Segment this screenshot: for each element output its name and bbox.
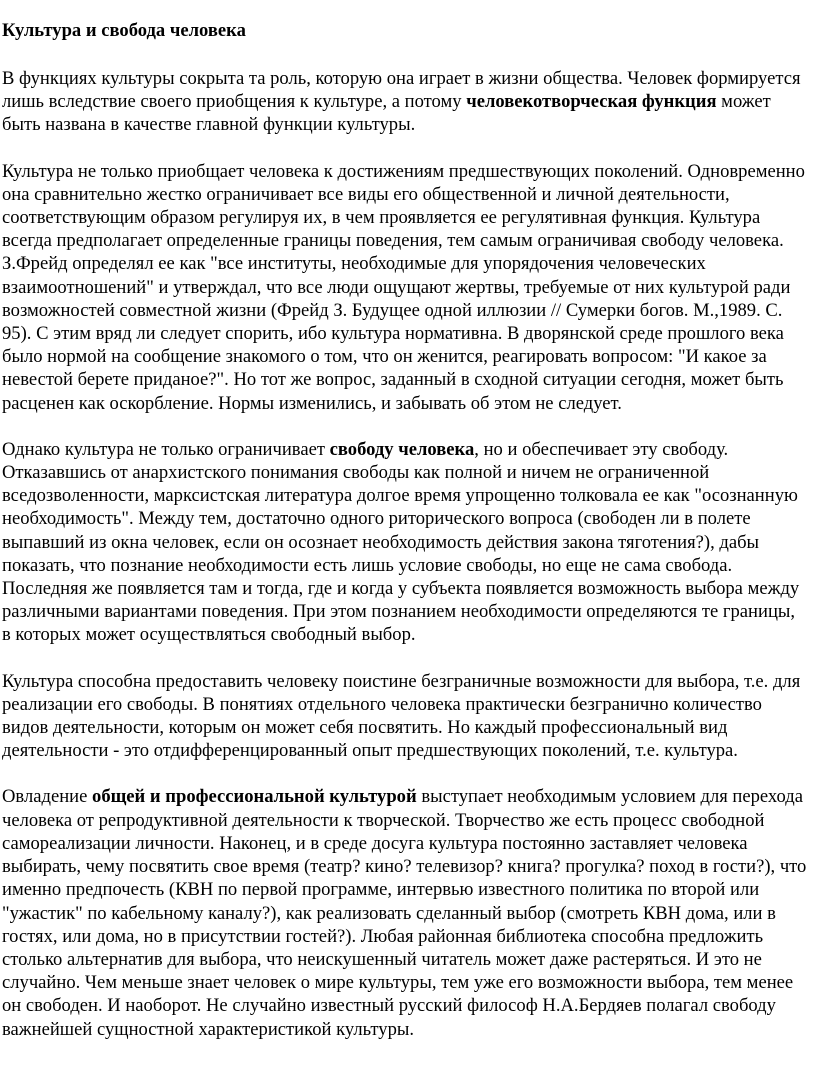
paragraph-1-text-c: может быть названа в качестве главной функции культуры.: [2, 91, 771, 136]
paragraph-1-text-a: В функциях культуры сокрыта та роль, которую она играет в жизни общества. Человек формируется лишь вследствие своего приобщения к культуре, а потому: [2, 68, 801, 113]
paragraph-4: Культура способна предоставить человеку поистине безграничные возможности для выбора, т.е. для реализации его свободы. В понятиях отдельного человека практически безгранично количество видов деятельности, которым он может себя посвятить. Но каждый профессиональный вид деятельности - это отдифференцированный опыт предшествующих поколений, т.е. культура.: [2, 670, 801, 762]
paragraph-3-text-a: Однако культура не только ограничивает: [2, 438, 330, 460]
paragraph-2: Культура не только приобщает человека к достижениям предшествующих поколений. Одновременно она сравнительно жестко ограничивает все виды его общественной и личной деятельности, соответствующим образом регулируя их, в чем проявляется ее регулятивная функция. Культура всегда предполагает определенные границы поведения, тем самым ограничивая свободу человека. З.Фрейд определял ее как "все институты, необходимые для упорядочения человеческих взаимоотношений" и утверждал, что все люди ощущают жертвы, требуемые от них культурой ради возможностей совместной жизни (Фрейд З. Будущее одной иллюзии // Сумерки богов. М.,1989. С. 95). С этим вряд ли следует спорить, ибо культура нормативна. В дворянской среде прошлого века было нормой на сообщение знакомого о том, что он женится, реагировать вопросом: "И какое за невестой берете приданое?". Но тот же вопрос, заданный в сходной ситуации сегодня, может быть расценен как оскорбление. Нормы изменились, и забывать об этом не следует.: [2, 160, 805, 414]
paragraph-1-bold: человекотворческая функция: [466, 91, 717, 113]
paragraph-3: [2, 438, 808, 647]
paragraph-3-text-c: , но и обеспечивает эту свободу. Отказавшись от анархистского понимания свободы как полной и ничем не ограниченной вседозволенности, марксистская литература долгое время упрощенно толковала ее как "осознанную необходимость". Между тем, достаточно одного риторического вопроса (свободен ли в полете выпавший из окна человек, если он осознает необходимость действия закона тяготения?), дабы показать, что познание необходимости есть лишь условие свободы, но еще не сама свобода. Последняя же появляется там и тогда, где и когда у субъекта появляется возможность выбора между различными вариантами поведения. При этом познанием необходимости определяются те границы, в которых может осуществляться свободный выбор.: [2, 438, 800, 646]
paragraph-5-bold: общей и профессиональной культурой: [92, 786, 417, 808]
paragraph-5-text-a: Овладение: [2, 786, 93, 808]
paragraph-1: [2, 67, 808, 137]
page-title: Культура и свобода человека: [2, 20, 246, 41]
paragraph-5: [2, 785, 808, 1040]
paragraph-5-text-c: выступает необходимым условием для перехода человека от репродуктивной деятельности к творческой. Творчество же есть процесс свободной самореализации личности. Наконец, и в среде досуга культура постоянно заставляет человека выбирать, чему посвятить свое время (театр? кино? телевизор? книга? прогулка? поход в гости?), что именно предпочесть (КВН по первой программе, интервью известного политика по второй или "ужастик" по кабельному каналу?), как реализовать сделанный выбор (смотреть КВН дома, или в гостях, или дома, но в присутствии гостей?). Любая районная библиотека способна предложить столько альтернатив для выбора, что неискушенный читатель может даже растеряться. И это не случайно. Чем меньше знает человек о мире культуры, тем уже его возможности выбора, тем менее он свободен. И наоборот. Не случайно известный русский философ Н.А.Бердяев полагал свободу важнейшей сущностной характеристикой культуры.: [2, 786, 807, 1040]
paragraph-3-bold: свободу человека: [329, 438, 475, 460]
